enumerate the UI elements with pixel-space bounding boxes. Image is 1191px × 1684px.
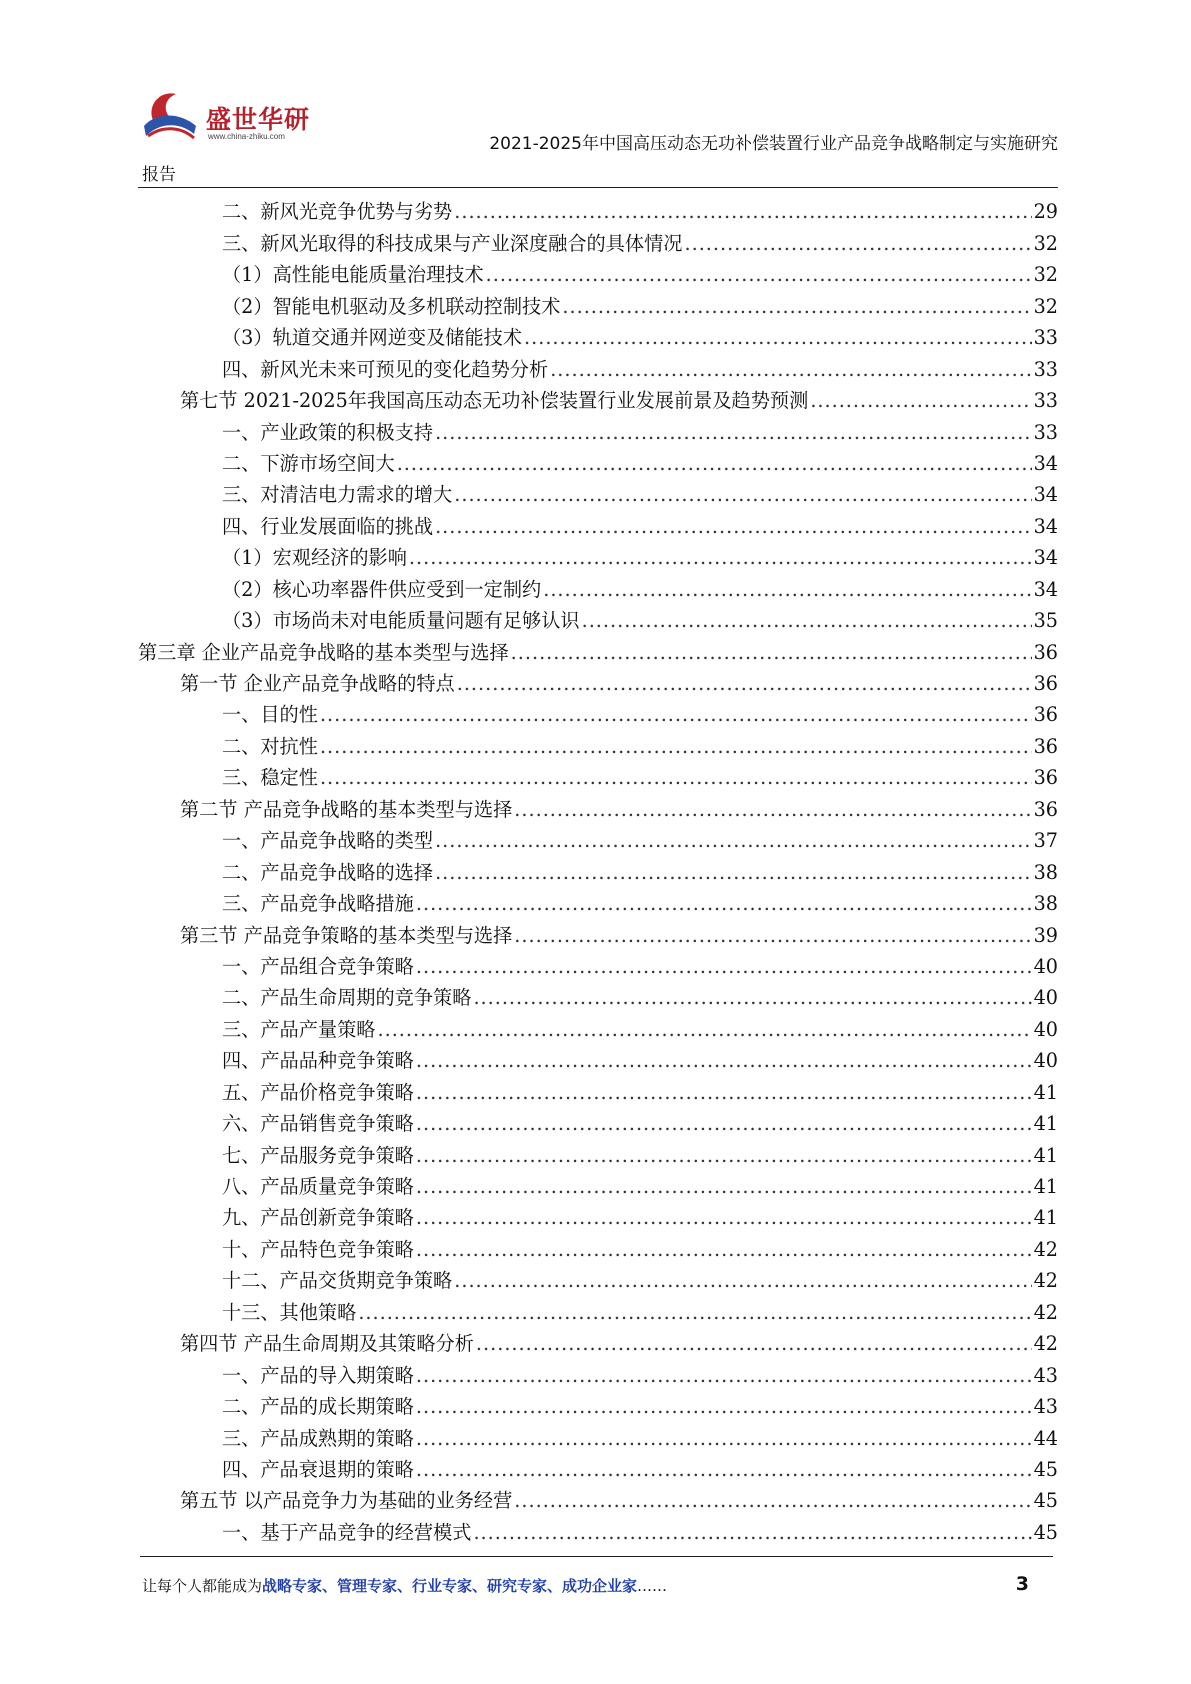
footer-prefix: 让每个人都能成为 — [142, 1577, 263, 1595]
toc-entry[interactable] — [138, 1167, 1058, 1198]
toc-entry[interactable] — [138, 1072, 1058, 1103]
toc-entry-page: 38 — [1033, 892, 1058, 916]
toc-entry-label: 一、产品竞争战略的类型 — [222, 829, 434, 853]
toc-entry[interactable] — [138, 632, 1058, 663]
toc-leader-dots — [454, 484, 1031, 506]
toc-entry-label: 十、产品特色竞争策略 — [222, 1237, 414, 1261]
toc-entry-page: 36 — [1033, 640, 1058, 664]
toc-entry-page: 36 — [1033, 797, 1058, 821]
report-title: 2021-2025年中国高压动态无功补偿装置行业产品竞争战略制定与实施研究 — [489, 134, 1058, 154]
toc-entry-label: 七、产品服务竞争策略 — [222, 1143, 414, 1167]
toc-leader-dots — [416, 1207, 1032, 1229]
toc-leader-dots — [582, 610, 1032, 632]
toc-entry-label: 一、产品组合竞争策略 — [222, 954, 414, 978]
toc-entry-page: 45 — [1033, 1457, 1058, 1481]
toc-leader-dots — [416, 1428, 1032, 1450]
toc-entry-page: 34 — [1033, 483, 1058, 507]
toc-leader-dots — [358, 1302, 1031, 1324]
toc-entry[interactable] — [138, 1198, 1058, 1229]
toc-entry-label: （3）轨道交通并网逆变及储能技术 — [222, 326, 523, 350]
toc-leader-dots — [524, 327, 1032, 349]
toc-entry[interactable] — [138, 1292, 1058, 1323]
report-title-continued: 报告 — [142, 165, 176, 185]
toc-leader-dots — [473, 1522, 1031, 1544]
toc-entry-label: 二、新风光竞争优势与劣势 — [222, 200, 453, 224]
footer-highlight: 战略专家、管理专家、行业专家、研究专家、成功企业家 — [262, 1577, 638, 1595]
toc-entry-page: 40 — [1033, 1017, 1058, 1041]
page-number: 3 — [1015, 1573, 1029, 1595]
toc-entry-page: 42 — [1033, 1300, 1058, 1324]
toc-leader-dots — [320, 736, 1032, 758]
toc-leader-dots — [514, 1490, 1031, 1512]
toc-entry-label: 第二节 产品竞争战略的基本类型与选择 — [180, 797, 513, 821]
toc-leader-dots — [514, 925, 1031, 947]
toc-entry-page: 36 — [1033, 766, 1058, 790]
toc-entry-page: 44 — [1033, 1426, 1058, 1450]
toc-leader-dots — [416, 1239, 1032, 1261]
toc-entry[interactable] — [138, 852, 1058, 883]
toc-entry-label: 第七节 2021-2025年我国高压动态无功补偿装置行业发展前景及趋势预测 — [180, 389, 809, 413]
toc-entry-label: （2）智能电机驱动及多机联动控制技术 — [222, 294, 561, 318]
toc-entry-label: 三、产品成熟期的策略 — [222, 1426, 414, 1450]
toc-entry-page: 34 — [1033, 577, 1058, 601]
toc-entry-page: 41 — [1033, 1112, 1058, 1136]
footer-suffix: …… — [637, 1577, 668, 1595]
table-of-contents — [138, 192, 1058, 1544]
toc-entry-label: 三、新风光取得的科技成果与产业深度融合的具体情况 — [222, 231, 683, 255]
toc-leader-dots — [378, 1019, 1032, 1041]
toc-entry[interactable] — [138, 978, 1058, 1009]
toc-entry[interactable] — [138, 286, 1058, 317]
toc-entry[interactable] — [138, 758, 1058, 789]
toc-leader-dots — [810, 390, 1031, 412]
toc-entry-label: （2）核心功率器件供应受到一定制约 — [222, 577, 542, 601]
toc-entry-page: 43 — [1033, 1363, 1058, 1387]
toc-entry[interactable] — [138, 915, 1058, 946]
toc-entry-label: 一、基于产品竞争的经营模式 — [222, 1520, 472, 1544]
toc-entry-page: 33 — [1033, 326, 1058, 350]
toc-entry[interactable] — [138, 569, 1058, 600]
toc-entry[interactable] — [138, 1387, 1058, 1418]
toc-entry[interactable] — [138, 601, 1058, 632]
toc-entry[interactable] — [138, 726, 1058, 757]
toc-entry-page: 41 — [1033, 1143, 1058, 1167]
toc-entry-label: 四、新风光未来可预见的变化趋势分析 — [222, 357, 549, 381]
toc-entry[interactable] — [138, 444, 1058, 475]
toc-entry-page: 40 — [1033, 986, 1058, 1010]
toc-entry-page: 33 — [1033, 389, 1058, 413]
toc-entry-page: 34 — [1033, 451, 1058, 475]
toc-entry-page: 42 — [1033, 1332, 1058, 1356]
toc-entry[interactable] — [138, 255, 1058, 286]
toc-entry-page: 40 — [1033, 954, 1058, 978]
toc-entry[interactable] — [138, 695, 1058, 726]
toc-entry[interactable] — [138, 1009, 1058, 1040]
toc-entry[interactable] — [138, 821, 1058, 852]
toc-entry-page: 37 — [1033, 829, 1058, 853]
toc-entry[interactable] — [138, 381, 1058, 412]
toc-entry-page: 33 — [1033, 420, 1058, 444]
toc-leader-dots — [457, 673, 1032, 695]
toc-entry[interactable] — [138, 1104, 1058, 1135]
toc-entry[interactable] — [138, 192, 1058, 223]
toc-entry-label: 第五节 以产品竞争力为基础的业务经营 — [180, 1489, 513, 1513]
toc-entry-label: 十三、其他策略 — [222, 1300, 357, 1324]
toc-leader-dots — [416, 1113, 1032, 1135]
toc-entry-label: 四、产品衰退期的策略 — [222, 1457, 414, 1481]
toc-entry-label: 十二、产品交货期竞争策略 — [222, 1269, 453, 1293]
logo-text: 盛世华研 — [206, 105, 311, 134]
header-divider — [138, 187, 1058, 188]
toc-leader-dots — [685, 233, 1032, 255]
toc-entry[interactable] — [138, 1450, 1058, 1481]
toc-entry-label: （1）宏观经济的影响 — [222, 546, 407, 570]
toc-entry-label: 第四节 产品生命周期及其策略分析 — [180, 1332, 474, 1356]
toc-leader-dots — [416, 1459, 1032, 1481]
toc-entry[interactable] — [138, 412, 1058, 443]
toc-entry-label: 五、产品价格竞争策略 — [222, 1080, 414, 1104]
toc-leader-dots — [416, 1365, 1032, 1387]
toc-entry-label: 二、对抗性 — [222, 734, 318, 758]
toc-leader-dots — [476, 1333, 1032, 1355]
toc-entry[interactable] — [138, 538, 1058, 569]
toc-leader-dots — [409, 547, 1032, 569]
toc-entry-page: 43 — [1033, 1395, 1058, 1419]
toc-entry-page: 41 — [1033, 1080, 1058, 1104]
toc-entry-page: 33 — [1033, 357, 1058, 381]
toc-leader-dots — [435, 422, 1032, 444]
toc-entry-label: （3）市场尚未对电能质量问题有足够认识 — [222, 609, 580, 633]
toc-entry[interactable] — [138, 1355, 1058, 1386]
toc-entry[interactable] — [138, 1135, 1058, 1166]
toc-entry-page: 29 — [1033, 200, 1058, 224]
toc-entry-label: 四、行业发展面临的挑战 — [222, 514, 434, 538]
toc-entry-page: 41 — [1033, 1175, 1058, 1198]
footer-slogan — [142, 1575, 667, 1596]
toc-entry[interactable] — [138, 318, 1058, 349]
toc-entry-label: 三、产品产量策略 — [222, 1017, 376, 1041]
toc-entry-page: 42 — [1033, 1237, 1058, 1261]
toc-entry[interactable] — [138, 475, 1058, 506]
toc-leader-dots — [486, 264, 1032, 286]
toc-entry-label: 第一节 企业产品竞争战略的特点 — [180, 672, 455, 695]
toc-leader-dots — [435, 516, 1032, 538]
toc-entry-label: 一、产品的导入期策略 — [222, 1363, 414, 1387]
toc-entry[interactable] — [138, 789, 1058, 820]
toc-entry-label: 九、产品创新竞争策略 — [222, 1206, 414, 1230]
toc-entry-page: 45 — [1033, 1520, 1058, 1544]
toc-leader-dots — [320, 704, 1032, 726]
toc-entry[interactable] — [138, 1229, 1058, 1260]
toc-leader-dots — [562, 296, 1031, 318]
toc-entry[interactable] — [138, 1512, 1058, 1543]
toc-entry[interactable] — [138, 1418, 1058, 1449]
toc-leader-dots — [416, 1176, 1032, 1198]
toc-entry-label: 第三章 企业产品竞争战略的基本类型与选择 — [138, 640, 509, 664]
toc-leader-dots — [543, 579, 1031, 601]
toc-entry-page: 34 — [1033, 546, 1058, 570]
toc-entry[interactable] — [138, 1041, 1058, 1072]
toc-entry-page: 36 — [1033, 703, 1058, 727]
toc-entry-page: 35 — [1033, 609, 1058, 633]
toc-leader-dots — [454, 1270, 1031, 1292]
toc-entry-label: （1）高性能电能质量治理技术 — [222, 263, 484, 287]
toc-entry-label: 二、产品的成长期策略 — [222, 1395, 414, 1419]
toc-entry[interactable] — [138, 1324, 1058, 1355]
toc-leader-dots — [454, 201, 1031, 223]
toc-entry[interactable] — [138, 223, 1058, 254]
toc-entry-page: 41 — [1033, 1206, 1058, 1230]
toc-entry-label: 第三节 产品竞争策略的基本类型与选择 — [180, 923, 513, 947]
toc-entry-page: 42 — [1033, 1269, 1058, 1293]
toc-leader-dots — [416, 1145, 1032, 1167]
toc-entry-label: 一、产业政策的积极支持 — [222, 420, 434, 444]
toc-entry-page: 32 — [1033, 231, 1058, 255]
toc-entry-label: 三、稳定性 — [222, 766, 318, 790]
toc-entry[interactable] — [138, 947, 1058, 978]
toc-leader-dots — [416, 893, 1032, 915]
toc-entry[interactable] — [138, 349, 1058, 380]
toc-entry-label: 二、下游市场空间大 — [222, 451, 395, 475]
toc-leader-dots — [397, 453, 1032, 475]
toc-entry-label: 一、目的性 — [222, 703, 318, 727]
toc-entry-page: 36 — [1033, 734, 1058, 758]
toc-entry-page: 34 — [1033, 514, 1058, 538]
toc-leader-dots — [320, 767, 1032, 789]
toc-entry-label: 三、对清洁电力需求的增大 — [222, 483, 453, 507]
toc-entry[interactable] — [138, 1481, 1058, 1512]
toc-entry[interactable] — [138, 1261, 1058, 1292]
toc-entry-page: 39 — [1033, 923, 1058, 947]
toc-entry-page: 32 — [1033, 294, 1058, 318]
toc-entry-page: 36 — [1033, 672, 1058, 695]
toc-entry-page: 40 — [1033, 1049, 1058, 1073]
toc-entry[interactable] — [138, 884, 1058, 915]
toc-leader-dots — [473, 987, 1031, 1009]
toc-entry-label: 六、产品销售竞争策略 — [222, 1112, 414, 1136]
toc-leader-dots — [511, 642, 1032, 664]
toc-entry-label: 二、产品生命周期的竞争策略 — [222, 986, 472, 1010]
toc-entry-page: 38 — [1033, 860, 1058, 884]
toc-leader-dots — [416, 956, 1032, 978]
toc-leader-dots — [435, 830, 1032, 852]
toc-entry-label: 四、产品品种竞争策略 — [222, 1049, 414, 1073]
toc-leader-dots — [416, 1050, 1032, 1072]
toc-leader-dots — [550, 359, 1031, 381]
toc-leader-dots — [416, 1396, 1032, 1418]
toc-entry-page: 45 — [1033, 1489, 1058, 1513]
toc-entry-page: 32 — [1033, 263, 1058, 287]
toc-entry[interactable] — [138, 506, 1058, 537]
toc-leader-dots — [435, 862, 1032, 884]
toc-entry-label: 三、产品竞争战略措施 — [222, 892, 414, 916]
footer-divider — [140, 1556, 1053, 1557]
toc-entry-label: 八、产品质量竞争策略 — [222, 1175, 414, 1198]
logo-url: www.china-zhiku.com — [208, 132, 285, 141]
toc-entry[interactable] — [138, 664, 1058, 695]
toc-entry-label: 二、产品竞争战略的选择 — [222, 860, 434, 884]
toc-leader-dots — [416, 1082, 1032, 1104]
toc-leader-dots — [514, 799, 1031, 821]
